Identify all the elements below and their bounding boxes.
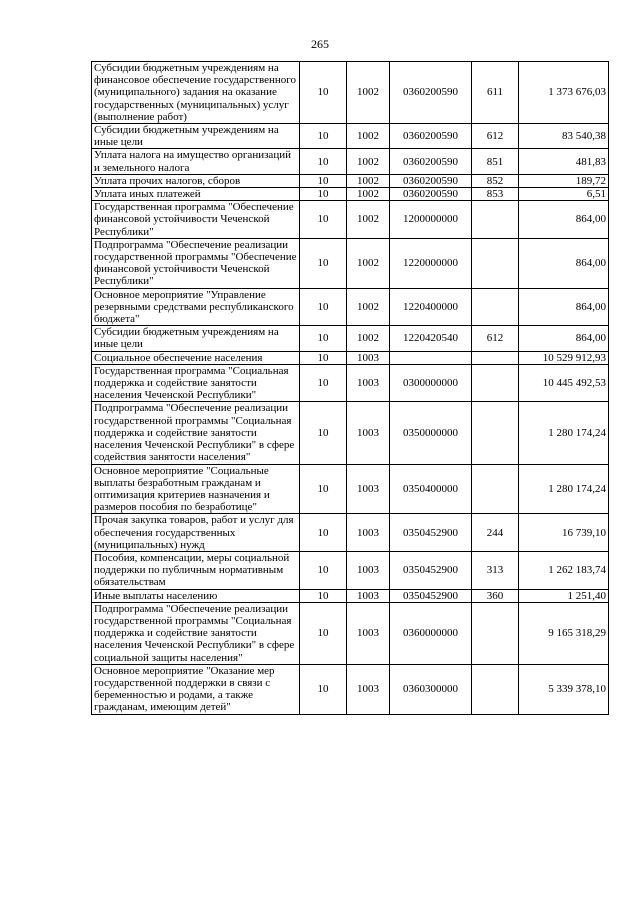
target-article-cell: 1220420540 xyxy=(390,326,472,351)
table-row xyxy=(92,238,609,288)
expense-type-cell: 612 xyxy=(472,124,519,149)
row-name-cell: Социальное обеспечение населения xyxy=(92,351,300,364)
target-article-cell: 0350452900 xyxy=(390,551,472,589)
section-code-cell: 10 xyxy=(300,364,347,402)
section-code-cell: 10 xyxy=(300,62,347,124)
amount-cell: 1 262 183,74 xyxy=(519,551,609,589)
expense-type-cell xyxy=(472,364,519,402)
subsection-code-cell: 1003 xyxy=(347,364,390,402)
amount-cell: 5 339 378,10 xyxy=(519,664,609,714)
table-row xyxy=(92,551,609,589)
section-code-cell: 10 xyxy=(300,188,347,201)
row-name-cell: Субсидии бюджетным учреждениям на иные цели xyxy=(92,326,300,351)
amount-cell: 1 373 676,03 xyxy=(519,62,609,124)
subsection-code-cell: 1002 xyxy=(347,238,390,288)
target-article-cell: 0360000000 xyxy=(390,602,472,664)
target-article-cell: 1220400000 xyxy=(390,288,472,326)
table-row xyxy=(92,326,609,351)
subsection-code-cell: 1003 xyxy=(347,402,390,464)
table-row xyxy=(92,62,609,124)
subsection-code-cell: 1003 xyxy=(347,464,390,514)
row-name-cell: Пособия, компенсации, меры социальной поддержки по публичным нормативным обязательствам xyxy=(92,551,300,589)
row-name-cell: Государственная программа "Обеспечение финансовой устойчивости Чеченской Республики" xyxy=(92,201,300,239)
target-article-cell: 0360200590 xyxy=(390,188,472,201)
expense-type-cell xyxy=(472,664,519,714)
subsection-code-cell: 1002 xyxy=(347,288,390,326)
budget-table-body xyxy=(92,62,609,715)
table-row xyxy=(92,288,609,326)
amount-cell: 864,00 xyxy=(519,288,609,326)
amount-cell: 16 739,10 xyxy=(519,514,609,552)
row-name-cell: Подпрограмма "Обеспечение реализации государственной программы "Обеспечение финансовой устойчивости Чеченской Республики" xyxy=(92,238,300,288)
amount-cell: 864,00 xyxy=(519,238,609,288)
row-name-cell: Прочая закупка товаров, работ и услуг для обеспечения государственных (муниципальных) нужд xyxy=(92,514,300,552)
target-article-cell: 0360200590 xyxy=(390,62,472,124)
expense-type-cell: 244 xyxy=(472,514,519,552)
target-article-cell: 0360200590 xyxy=(390,149,472,174)
row-name-cell: Уплата иных платежей xyxy=(92,188,300,201)
table-row xyxy=(92,351,609,364)
section-code-cell: 10 xyxy=(300,514,347,552)
section-code-cell: 10 xyxy=(300,351,347,364)
expense-type-cell: 313 xyxy=(472,551,519,589)
amount-cell: 864,00 xyxy=(519,326,609,351)
amount-cell: 189,72 xyxy=(519,174,609,187)
target-article-cell: 1220000000 xyxy=(390,238,472,288)
expense-type-cell: 851 xyxy=(472,149,519,174)
table-row xyxy=(92,664,609,714)
table-row xyxy=(92,602,609,664)
table-row xyxy=(92,364,609,402)
section-code-cell: 10 xyxy=(300,589,347,602)
target-article-cell xyxy=(390,351,472,364)
expense-type-cell: 611 xyxy=(472,62,519,124)
subsection-code-cell: 1002 xyxy=(347,149,390,174)
section-code-cell: 10 xyxy=(300,149,347,174)
table-row xyxy=(92,188,609,201)
amount-cell: 6,51 xyxy=(519,188,609,201)
subsection-code-cell: 1003 xyxy=(347,551,390,589)
amount-cell: 9 165 318,29 xyxy=(519,602,609,664)
subsection-code-cell: 1003 xyxy=(347,589,390,602)
subsection-code-cell: 1003 xyxy=(347,602,390,664)
page-number: 265 xyxy=(311,37,329,51)
section-code-cell: 10 xyxy=(300,664,347,714)
expense-type-cell xyxy=(472,201,519,239)
section-code-cell: 10 xyxy=(300,602,347,664)
expense-type-cell: 612 xyxy=(472,326,519,351)
amount-cell: 83 540,38 xyxy=(519,124,609,149)
target-article-cell: 1200000000 xyxy=(390,201,472,239)
target-article-cell: 0350400000 xyxy=(390,464,472,514)
amount-cell: 481,83 xyxy=(519,149,609,174)
target-article-cell: 0350000000 xyxy=(390,402,472,464)
expense-type-cell xyxy=(472,351,519,364)
subsection-code-cell: 1003 xyxy=(347,664,390,714)
section-code-cell: 10 xyxy=(300,464,347,514)
section-code-cell: 10 xyxy=(300,288,347,326)
row-name-cell: Основное мероприятие "Оказание мер государственной поддержки в связи с беременностью и родами, а также гражданам, имеющим детей" xyxy=(92,664,300,714)
subsection-code-cell: 1002 xyxy=(347,201,390,239)
table-row xyxy=(92,149,609,174)
section-code-cell: 10 xyxy=(300,326,347,351)
target-article-cell: 0350452900 xyxy=(390,589,472,602)
subsection-code-cell: 1002 xyxy=(347,326,390,351)
table-row xyxy=(92,514,609,552)
target-article-cell: 0350452900 xyxy=(390,514,472,552)
subsection-code-cell: 1002 xyxy=(347,174,390,187)
expense-type-cell xyxy=(472,402,519,464)
section-code-cell: 10 xyxy=(300,174,347,187)
table-row xyxy=(92,124,609,149)
amount-cell: 10 445 492,53 xyxy=(519,364,609,402)
budget-table xyxy=(91,61,609,715)
table-row xyxy=(92,464,609,514)
table-row xyxy=(92,201,609,239)
amount-cell: 864,00 xyxy=(519,201,609,239)
section-code-cell: 10 xyxy=(300,201,347,239)
row-name-cell: Субсидии бюджетным учреждениям на финансовое обеспечение государственного (муниципального) задания на оказание государственных (муниципальных) услуг (выполнение работ) xyxy=(92,62,300,124)
expense-type-cell: 360 xyxy=(472,589,519,602)
section-code-cell: 10 xyxy=(300,551,347,589)
expense-type-cell xyxy=(472,602,519,664)
expense-type-cell: 853 xyxy=(472,188,519,201)
expense-type-cell xyxy=(472,464,519,514)
subsection-code-cell: 1003 xyxy=(347,514,390,552)
row-name-cell: Подпрограмма "Обеспечение реализации государственной программы "Социальная поддержка и содействие занятости населения Чеченской Республики" в сфере содействия занятости населения" xyxy=(92,402,300,464)
subsection-code-cell: 1003 xyxy=(347,351,390,364)
target-article-cell: 0360200590 xyxy=(390,174,472,187)
row-name-cell: Государственная программа "Социальная поддержка и содействие занятости населения Чеченской Республики" xyxy=(92,364,300,402)
table-row xyxy=(92,402,609,464)
expense-type-cell: 852 xyxy=(472,174,519,187)
table-row xyxy=(92,589,609,602)
target-article-cell: 0300000000 xyxy=(390,364,472,402)
section-code-cell: 10 xyxy=(300,124,347,149)
amount-cell: 1 280 174,24 xyxy=(519,402,609,464)
expense-type-cell xyxy=(472,288,519,326)
row-name-cell: Иные выплаты населению xyxy=(92,589,300,602)
row-name-cell: Уплата налога на имущество организаций и земельного налога xyxy=(92,149,300,174)
table-row xyxy=(92,174,609,187)
subsection-code-cell: 1002 xyxy=(347,188,390,201)
row-name-cell: Уплата прочих налогов, сборов xyxy=(92,174,300,187)
row-name-cell: Субсидии бюджетным учреждениям на иные цели xyxy=(92,124,300,149)
section-code-cell: 10 xyxy=(300,238,347,288)
subsection-code-cell: 1002 xyxy=(347,124,390,149)
target-article-cell: 0360300000 xyxy=(390,664,472,714)
row-name-cell: Основное мероприятие "Управление резервными средствами республиканского бюджета" xyxy=(92,288,300,326)
subsection-code-cell: 1002 xyxy=(347,62,390,124)
section-code-cell: 10 xyxy=(300,402,347,464)
expense-type-cell xyxy=(472,238,519,288)
amount-cell: 1 251,40 xyxy=(519,589,609,602)
row-name-cell: Основное мероприятие "Социальные выплаты безработным гражданам и оптимизация критериев назначения и размеров пособия по безработице" xyxy=(92,464,300,514)
row-name-cell: Подпрограмма "Обеспечение реализации государственной программы "Социальная поддержка и содействие занятости населения Чеченской Республики" в сфере социальной защиты населения" xyxy=(92,602,300,664)
target-article-cell: 0360200590 xyxy=(390,124,472,149)
amount-cell: 1 280 174,24 xyxy=(519,464,609,514)
amount-cell: 10 529 912,93 xyxy=(519,351,609,364)
